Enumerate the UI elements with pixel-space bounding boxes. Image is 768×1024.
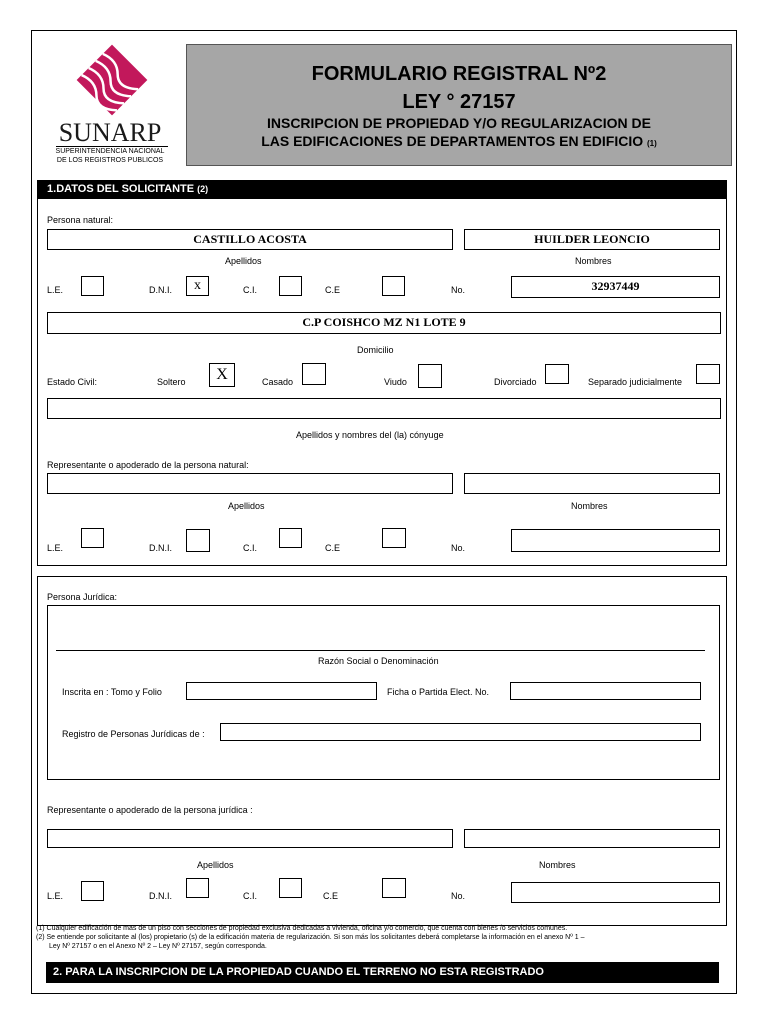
inscrita-label: Inscrita en : Tomo y Folio (62, 687, 162, 697)
persona-natural-label: Persona natural: (47, 215, 114, 225)
registro-field[interactable] (220, 723, 701, 741)
representante-natural-label: Representante o apoderado de la persona natural: (47, 460, 249, 470)
rep-juridica-nombres-field[interactable] (464, 829, 720, 848)
registro-label: Registro de Personas Jurídicas de : (62, 729, 205, 739)
jur-dni-checkbox[interactable] (186, 878, 209, 898)
subtitle-line2: LAS EDIFICACIONES DE DEPARTAMENTOS EN EDIFICIO (1) (261, 133, 657, 149)
footnote-2: (2) Se entiende por solicitante al (los) propietario (s) de la edificación materia de regularización. Si son más los solicitantes deberá completarse la información en el anexo Nº 1 – (36, 934, 585, 941)
jur-ce-checkbox[interactable] (382, 878, 406, 898)
domicilio-label: Domicilio (357, 345, 394, 355)
rep-ci-label: C.I. (243, 543, 258, 553)
header-box (186, 44, 732, 166)
jur-ci-label: C.I. (243, 891, 258, 901)
separado-label: Separado judicialmente (588, 377, 683, 387)
rep-natural-nombres-field[interactable] (464, 473, 720, 494)
rep-ce-label: C.E (325, 543, 341, 553)
logo-name: SUNARP (58, 118, 162, 147)
jur-le-label: L.E. (47, 891, 64, 901)
dni-label: D.N.I. (149, 285, 173, 295)
conyuge-field[interactable] (47, 398, 721, 419)
section1-bar: 1.DATOS DEL SOLICITANTE (2) (37, 180, 727, 198)
ce-checkbox[interactable] (382, 276, 405, 296)
soltero-checkbox[interactable]: X (209, 363, 235, 387)
rep-juridica-label: Representante o apoderado de la persona jurídica : (47, 805, 253, 815)
rep-juridica-apellidos-field[interactable] (47, 829, 453, 848)
rep-dni-label: D.N.I. (149, 543, 173, 553)
rep-juridica-nombres-label: Nombres (539, 860, 576, 870)
le-checkbox[interactable] (81, 276, 104, 296)
rep-nombres-label: Nombres (571, 501, 608, 511)
rep-ce-checkbox[interactable] (382, 528, 406, 548)
apellidos-field[interactable]: CASTILLO ACOSTA (47, 229, 453, 250)
rep-dni-checkbox[interactable] (186, 529, 210, 552)
sunarp-logo (40, 40, 180, 170)
apellidos-label: Apellidos (225, 256, 262, 266)
rep-apellidos-label: Apellidos (228, 501, 265, 511)
jur-no-label: No. (451, 891, 466, 901)
casado-label: Casado (262, 377, 294, 387)
nombres-label: Nombres (575, 256, 612, 266)
persona-juridica-label: Persona Jurídica: (47, 592, 118, 602)
form-title: FORMULARIO REGISTRAL Nº2 (311, 63, 607, 85)
divorciado-checkbox[interactable] (545, 364, 569, 384)
section2-bar: 2. PARA LA INSCRIPCION DE LA PROPIEDAD CUANDO EL TERRENO NO ESTA REGISTRADO (46, 962, 719, 983)
jur-ci-checkbox[interactable] (279, 878, 302, 898)
ci-checkbox[interactable] (279, 276, 302, 296)
tomo-folio-field[interactable] (186, 682, 377, 700)
le-label: L.E. (47, 285, 64, 295)
jur-le-checkbox[interactable] (81, 881, 104, 901)
logo-subtitle-1: SUPERINTENDENCIA NACIONAL (55, 148, 165, 155)
subtitle-note: (1) (647, 139, 657, 148)
rep-doc-number-field[interactable] (511, 529, 720, 552)
jur-dni-label: D.N.I. (149, 891, 173, 901)
casado-checkbox[interactable] (302, 363, 326, 385)
ci-label: C.I. (243, 285, 258, 295)
dni-checkbox[interactable]: x (186, 276, 209, 296)
viudo-label: Viudo (384, 377, 407, 387)
razon-social-label: Razón Social o Denominación (318, 656, 439, 666)
ficha-label: Ficha o Partida Elect. No. (387, 687, 490, 697)
rep-no-label: No. (451, 543, 466, 553)
sunarp-emblem-icon (40, 40, 180, 120)
no-label: No. (451, 285, 466, 295)
rep-ci-checkbox[interactable] (279, 528, 302, 548)
footnote-1: (1) Cualquier edificación de mas de un piso con secciones de propiedad exclusiva dedicadas a vivienda, oficina y/o comercio, que cuenta con bienes /o servicios comunes. (36, 925, 568, 932)
law-title: LEY ° 27157 (402, 91, 516, 113)
subtitle-line1: INSCRIPCION DE PROPIEDAD Y/O REGULARIZACION DE (266, 115, 651, 131)
rep-juridica-apellidos-label: Apellidos (197, 860, 234, 870)
separado-checkbox[interactable] (696, 364, 720, 384)
soltero-label: Soltero (157, 377, 186, 387)
doc-number-field[interactable]: 32937449 (511, 276, 720, 298)
viudo-checkbox[interactable] (418, 364, 442, 388)
footnote-2-cont: Ley Nº 27157 o en el Anexo Nº 2 – Ley Nº 27157, según corresponda. (49, 943, 267, 950)
conyuge-label: Apellidos y nombres del (la) cónyuge (296, 430, 444, 440)
domicilio-field[interactable]: C.P COISHCO MZ N1 LOTE 9 (47, 312, 721, 334)
ce-label: C.E (325, 285, 341, 295)
estado-civil-label: Estado Civil: (47, 377, 98, 387)
ficha-field[interactable] (510, 682, 701, 700)
rep-natural-apellidos-field[interactable] (47, 473, 453, 494)
jur-ce-label: C.E (323, 891, 339, 901)
divorciado-label: Divorciado (494, 377, 537, 387)
nombres-field[interactable]: HUILDER LEONCIO (464, 229, 720, 250)
jur-doc-number-field[interactable] (511, 882, 720, 903)
logo-subtitle-2: DE LOS REGISTROS PUBLICOS (56, 157, 164, 164)
rep-le-label: L.E. (47, 543, 64, 553)
rep-le-checkbox[interactable] (81, 528, 104, 548)
razon-social-line[interactable] (56, 650, 705, 651)
